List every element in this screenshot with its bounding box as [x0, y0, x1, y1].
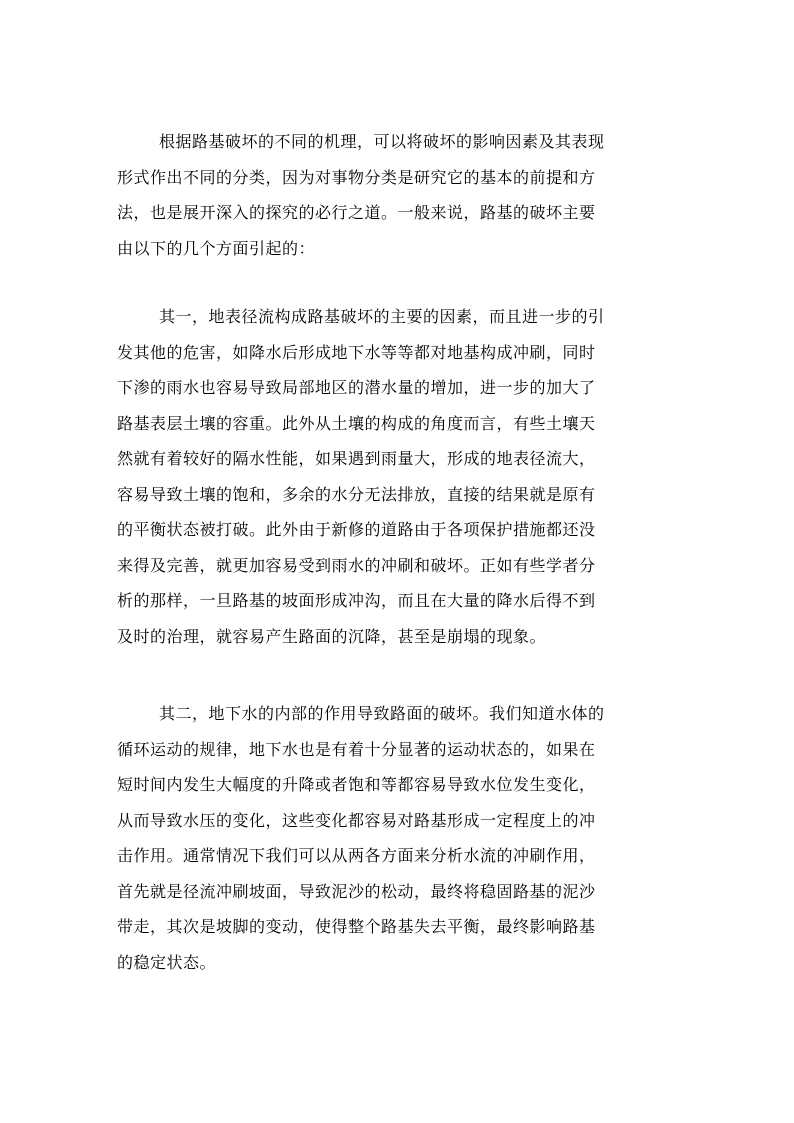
paragraph-groundwater [117, 696, 677, 980]
text-line: 首先就是径流冲刷坡面，导致泥沙的松动，最终将稳固路基的泥沙 [117, 881, 596, 901]
text-line: 从而导致水压的变化，这些变化都容易对路基形成一定程度上的冲 [117, 810, 596, 830]
text-line: 其一，地表径流构成路基破坏的主要的因素，而且进一步的引 [159, 307, 605, 326]
text-line: 析的那样，一旦路基的坡面形成冲沟，而且在大量的降水后得不到 [117, 591, 596, 610]
paragraph-surface-runoff [117, 299, 677, 654]
text-line: 的平衡状态被打破。此外由于新修的道路由于各项保护措施都还没 [117, 520, 596, 539]
text-line: 其二，地下水的内部的作用导致路面的破坏。我们知道水体的 [159, 704, 605, 723]
text-line: 下渗的雨水也容易导致局部地区的潜水量的增加，进一步的加大了 [117, 378, 596, 397]
text-line: 发其他的危害，如降水后形成地下水等等都对地基构成冲刷，同时 [117, 342, 596, 362]
text-line: 由以下的几个方面引起的： [117, 238, 316, 258]
text-line: 击作用。通常情况下我们可以从两各方面来分析水流的冲刷作用， [117, 846, 596, 865]
text-line: 带走，其次是坡脚的变动，使得整个路基失去平衡，最终影响路基 [117, 917, 596, 936]
text-line: 法，也是展开深入的探究的必行之道。一般来说，路基的破坏主要 [117, 203, 596, 222]
text-line: 短时间内发生大幅度的升降或者饱和等都容易导致水位发生变化， [117, 775, 596, 794]
text-line: 容易导致土壤的饱和，多余的水分无法排放，直接的结果就是原有 [117, 484, 596, 504]
text-line: 路基表层土壤的容重。此外从土壤的构成的角度而言，有些土壤天 [117, 413, 596, 433]
text-line: 形式作出不同的分类，因为对事物分类是研究它的基本的前提和方 [117, 167, 596, 187]
text-line: 及时的治理，就容易产生路面的沉降，甚至是崩塌的现象。 [117, 626, 547, 646]
text-line: 的稳定状态。 [117, 952, 217, 972]
paragraph-intro [117, 124, 677, 266]
text-line: 循环运动的规律，地下水也是有着十分显著的运动状态的，如果在 [117, 739, 596, 759]
text-line: 来得及完善，就更加容易受到雨水的冲刷和破坏。正如有些学者分 [117, 555, 596, 575]
text-line: 然就有着较好的隔水性能，如果遇到雨量大，形成的地表径流大， [117, 449, 596, 468]
text-line: 根据路基破坏的不同的机理，可以将破坏的影响因素及其表现 [159, 132, 605, 151]
